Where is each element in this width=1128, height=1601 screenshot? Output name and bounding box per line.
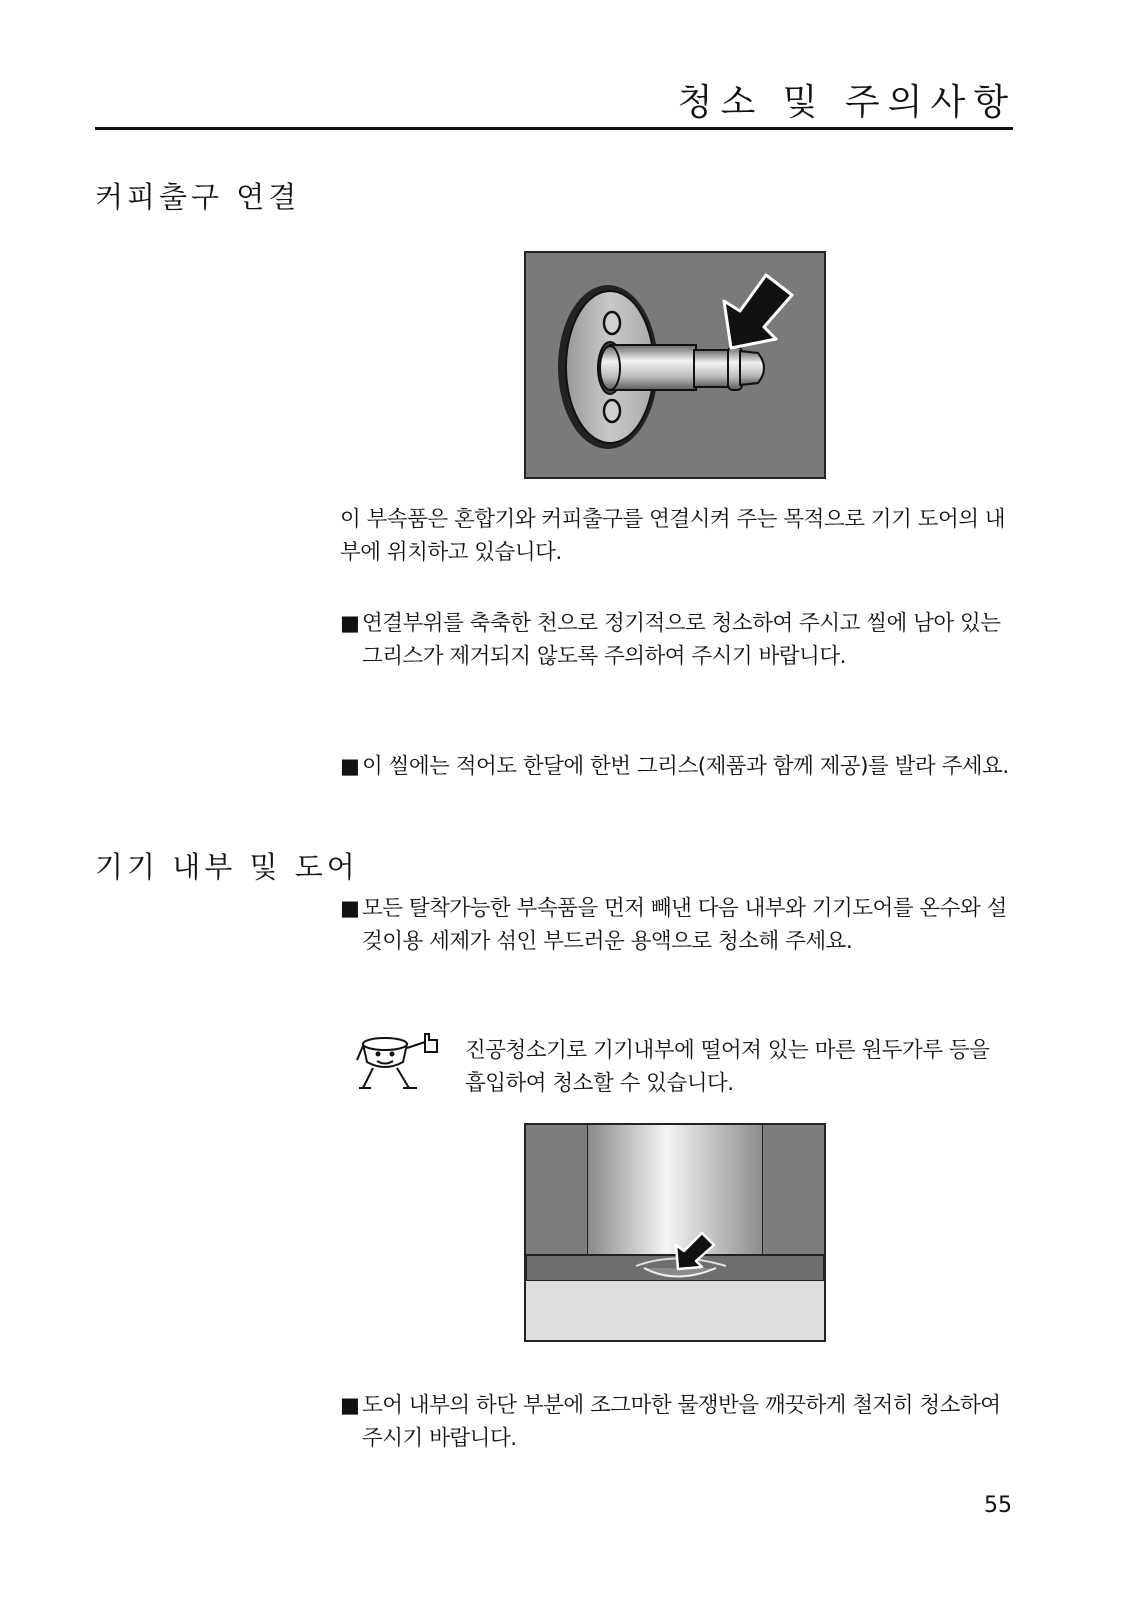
bullet-item bbox=[340, 892, 1015, 958]
figure-drip-tray bbox=[524, 1123, 826, 1342]
bullet-item bbox=[340, 607, 1015, 673]
bullet-item bbox=[340, 1389, 1015, 1455]
bullet-text: 도어 내부의 하단 부분에 조그마한 물쟁반을 깨끗하게 철저히 청소하여 주시기 바랍니다. bbox=[362, 1393, 1001, 1451]
header-divider bbox=[95, 127, 1013, 130]
connector-illustration bbox=[526, 253, 824, 477]
figure-coffee-outlet-connector bbox=[524, 251, 826, 479]
tip-text: 진공청소기로 기기내부에 떨어져 있는 마른 원두가루 등을 흡입하여 청소할 수 있습니다. bbox=[465, 1038, 990, 1096]
coffee-outlet-intro-text: 이 부속품은 혼합기와 커피출구를 연결시켜 주는 목적으로 기기 도어의 내부에 위치하고 있습니다. bbox=[340, 507, 1006, 565]
bullet-text: 모든 탈착가능한 부속품을 먼저 빼낸 다음 내부와 기기도어를 온수와 설겆이용 세제가 섞인 부드러운 용액으로 청소해 주세요. bbox=[362, 896, 1007, 954]
page-title: 청소 및 주의사항 bbox=[677, 82, 1016, 123]
pointer-arrow-icon bbox=[724, 273, 796, 348]
page-number: 55 bbox=[984, 1493, 1012, 1518]
bullet-mark: ■ bbox=[340, 611, 360, 635]
bullet-mark: ■ bbox=[340, 754, 360, 778]
bullet-text: 이 씰에는 적어도 한달에 한번 그리스(제품과 함께 제공)를 발라 주세요. bbox=[362, 754, 1009, 779]
drip-tray-illustration bbox=[526, 1125, 824, 1340]
bullet-mark: ■ bbox=[340, 1393, 360, 1417]
section-heading-interior-door: 기기 내부 및 도어 bbox=[95, 850, 359, 884]
bullet-item bbox=[340, 750, 1015, 783]
mascot-thumbs-up-icon bbox=[355, 1030, 455, 1100]
bullet-text: 연결부위를 축축한 천으로 정기적으로 청소하여 주시고 씰에 남아 있는 그리스가 제거되지 않도록 주의하여 주시기 바랍니다. bbox=[362, 611, 1001, 669]
bullet-mark: ■ bbox=[340, 896, 360, 920]
section-heading-coffee-outlet: 커피출구 연결 bbox=[95, 180, 301, 214]
